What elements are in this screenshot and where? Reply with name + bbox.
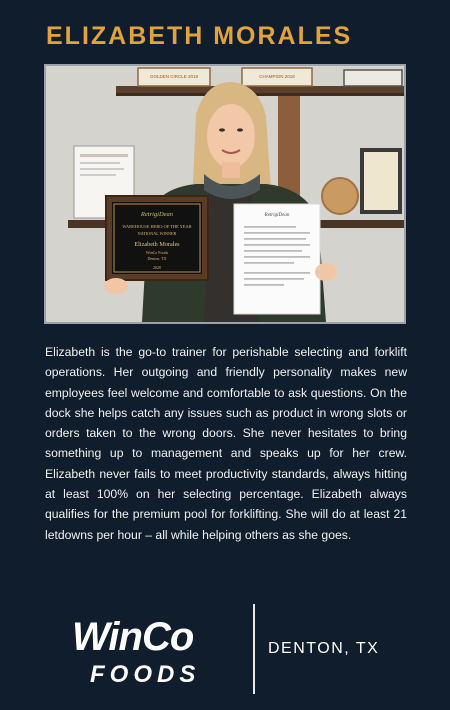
svg-text:Elizabeth Morales: Elizabeth Morales <box>134 241 180 248</box>
wall-plaque-2 <box>242 68 312 86</box>
svg-text:NATIONAL WINNER: NATIONAL WINNER <box>137 231 177 236</box>
svg-text:RetrigiDean: RetrigiDean <box>140 211 174 218</box>
footer <box>0 600 450 700</box>
svg-text:GOLDEN CIRCLE 2019: GOLDEN CIRCLE 2019 <box>149 74 199 79</box>
svg-text:WinCo: WinCo <box>72 615 194 659</box>
employee-bio: Elizabeth is the go-to trainer for perishable selecting and forklift operations. Her outgoing and friendly personality makes new employees feel welcome and comfortable to ask questions. On the dock she helps catch any issues such as product in wrong slots or orders taken to the wrong doors. She never hesitates to bring something up to management and speaks up for her crew. Elizabeth never fails to meet productivity standards, always hitting at least 100% on her selecting percentage. Elizabeth always qualifies for the premium pool for forklifting. She will do at least 21 letdowns per hour – all while helping others as she goes. <box>45 345 407 542</box>
svg-text:RetrigiDean: RetrigiDean <box>264 213 290 218</box>
svg-text:WinCo Foods: WinCo Foods <box>145 250 169 255</box>
store-location: DENTON, TX <box>268 640 380 657</box>
winco-foods-logo <box>70 610 240 690</box>
svg-text:2020: 2020 <box>153 265 161 270</box>
footer-divider <box>253 604 255 694</box>
svg-text:FOODS: FOODS <box>90 661 201 688</box>
employee-photo <box>44 64 406 324</box>
award-plaque <box>106 196 208 280</box>
svg-text:Denton, TX: Denton, TX <box>147 256 167 261</box>
svg-text:WAREHOUSE HERO OF THE YEAR: WAREHOUSE HERO OF THE YEAR <box>122 224 192 229</box>
svg-text:CHAMPION 2018: CHAMPION 2018 <box>259 74 295 79</box>
award-letter <box>234 204 320 314</box>
wall-plaque-1 <box>138 68 210 86</box>
employee-name: ELIZABETH MORALES <box>46 22 353 50</box>
